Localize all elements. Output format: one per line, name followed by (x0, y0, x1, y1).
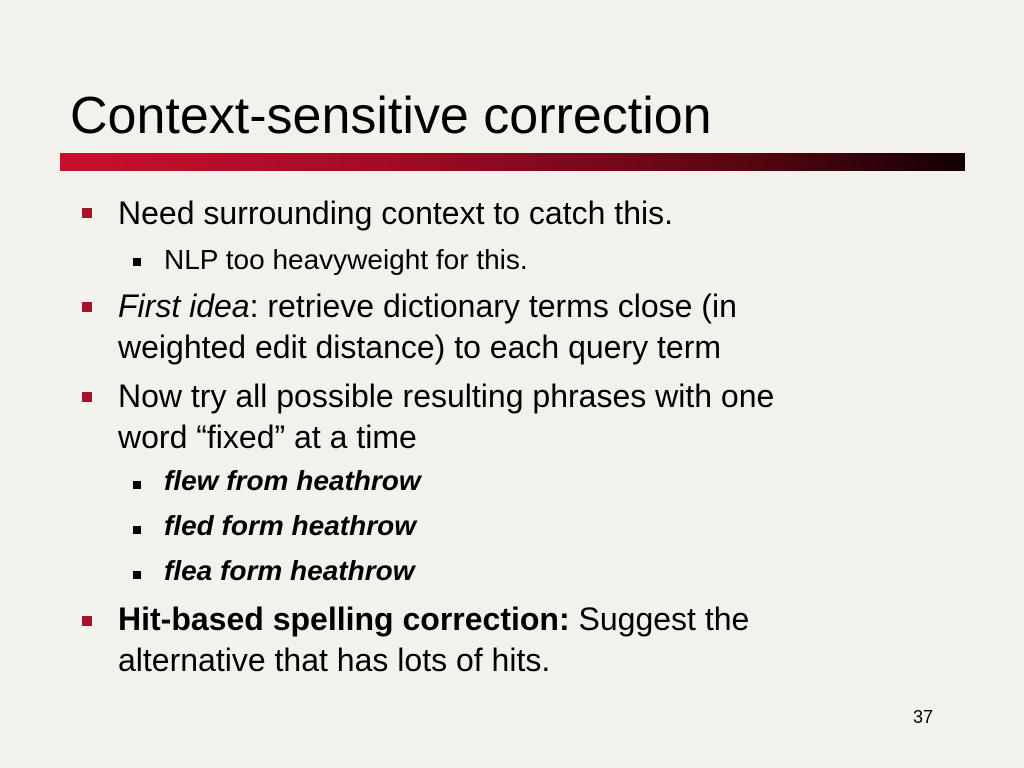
example-phrase: flea form heathrow (164, 555, 415, 586)
bullet-text-line2: alternative that has lots of hits. (118, 642, 551, 678)
square-bullet-icon (133, 481, 141, 489)
square-bullet-icon (82, 616, 92, 626)
square-bullet-icon (82, 208, 92, 218)
square-bullet-icon (82, 392, 92, 402)
square-bullet-icon (133, 526, 141, 534)
page-number: 37 (913, 707, 934, 727)
bullet-text (118, 599, 948, 681)
bullet-text-line2: word “fixed” at a time (118, 419, 417, 455)
bullet-text-line2: weighted edit distance) to each query term (118, 329, 721, 365)
bullet-text (118, 286, 948, 368)
example-phrase: flew from heathrow (164, 465, 421, 496)
bullet-bold-lead: Hit-based spelling correction: (118, 601, 570, 637)
square-bullet-icon (133, 571, 141, 579)
square-bullet-icon (133, 258, 141, 266)
bullet-text: Need surrounding context to catch this. (118, 195, 673, 231)
bullet-text-line1: Suggest the (569, 601, 750, 637)
bullet-emphasis: First idea (118, 288, 250, 324)
bullet-text-line1: Now try all possible resulting phrases with one (118, 378, 775, 414)
bullet-text (118, 376, 948, 458)
slide-title: Context-sensitive correction (70, 87, 712, 145)
example-phrase: fled form heathrow (164, 510, 417, 541)
square-bullet-icon (82, 302, 92, 312)
sub-bullet-text: NLP too heavyweight for this. (164, 244, 528, 275)
bullet-text-line1: : retrieve dictionary terms close (in (249, 288, 737, 324)
